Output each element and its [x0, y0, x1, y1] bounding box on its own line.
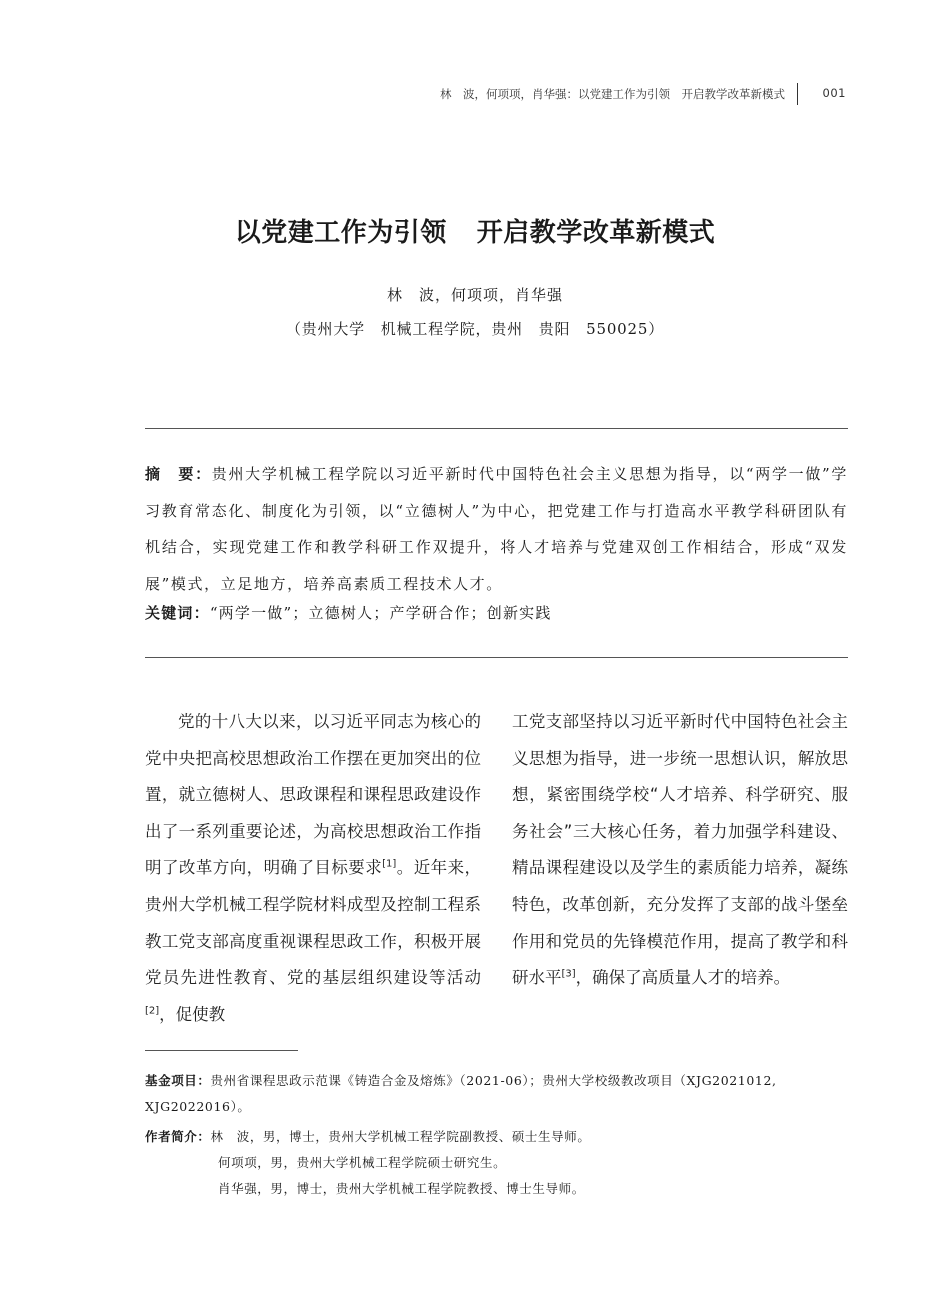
abstract-top-rule: [145, 428, 848, 429]
keywords-label: 关键词：: [145, 604, 210, 622]
keywords-text: “两学一做”；立德树人；产学研合作；创新实践: [209, 604, 552, 622]
abstract: [145, 456, 848, 602]
page-number: 001: [822, 86, 846, 100]
keywords: [145, 598, 848, 628]
footnote-rule: [145, 1050, 298, 1051]
body-left-text-1: 党的十八大以来，以习近平同志为核心的党中央把高校思想政治工作摆在更加突出的位置，就立德树人、思政课程和课程思政建设作出了一系列重要论述，为高校思想政治工作指明了改革方向，明确了目标要求: [145, 712, 481, 878]
running-header: [440, 84, 810, 104]
author-bio-label: 作者简介：: [145, 1129, 211, 1144]
citation-3[interactable]: [3]: [561, 968, 576, 980]
body-left-text-3: ，促使教: [159, 1004, 226, 1024]
citation-2[interactable]: [2]: [145, 1005, 160, 1017]
abstract-text: 贵州大学机械工程学院以习近平新时代中国特色社会主义思想为指导，以“两学一做”学习教育常态化、制度化为引领，以“立德树人”为中心，把党建工作与打造高水平教学科研团队有机结合，实现党建工作和教学科研工作双提升，将人才培养与党建双创工作相结合，形成“双发展”模式，立足地方，培养高素质工程技术人才。: [145, 465, 848, 593]
fund-label: 基金项目：: [145, 1073, 211, 1088]
abstract-label: 摘 要：: [145, 465, 212, 483]
body-column-left: [145, 704, 481, 1033]
fund-note: [145, 1068, 848, 1120]
body-column-right: [512, 704, 848, 997]
author-bio-3: 肖华强，男，博士，贵州大学机械工程学院教授、博士生导师。: [218, 1181, 585, 1196]
running-header-text: 林 波，何项项，肖华强：以党建工作为引领 开启教学改革新模式: [440, 87, 785, 101]
author-list: 林 波，何项项，肖华强: [386, 286, 563, 304]
body-right-text-1: 工党支部坚持以习近平新时代中国特色社会主义思想为指导，进一步统一思想认识，解放思想，紧密围绕学校“人才培养、科学研究、服务社会”三大核心任务，着力加强学科建设、精品课程建设以及学生的素质能力培养，凝练特色，改革创新，充分发挥了支部的战斗堡垒作用和党员的先锋模范作用，提高了教学和科研水平: [512, 712, 848, 988]
author-bio-1: 林 波，男，博士，贵州大学机械工程学院副教授、硕士生导师。: [210, 1129, 591, 1144]
fund-text: 贵州省课程思政示范课《铸造合金及熔炼》（2021-06）；贵州大学校级教改项目（XJG2021012, XJG2022016）。: [145, 1073, 777, 1114]
affiliation: （贵州大学 机械工程学院，贵州 贵阳 550025）: [285, 320, 665, 338]
footnotes: [145, 1068, 848, 1202]
author-note: [145, 1124, 848, 1150]
body-right-text-2: ，确保了高质量人才的培养。: [575, 968, 791, 988]
abstract-bottom-rule: [145, 657, 848, 658]
title-part1: 以党建工作为引领: [234, 218, 447, 248]
body-left-text-2: 。近年来，贵州大学机械工程学院材料成型及控制工程系教工党支部高度重视课程思政工作，积极开展党员先进性教育、党的基层组织建设等活动: [145, 858, 482, 988]
citation-1[interactable]: [1]: [382, 858, 397, 870]
running-header-divider: [797, 83, 798, 105]
title-part2: 开启教学改革新模式: [476, 218, 716, 248]
author-bio-2: 何项项，男，贵州大学机械工程学院硕士研究生。: [218, 1155, 507, 1170]
paper-title: [0, 212, 950, 249]
